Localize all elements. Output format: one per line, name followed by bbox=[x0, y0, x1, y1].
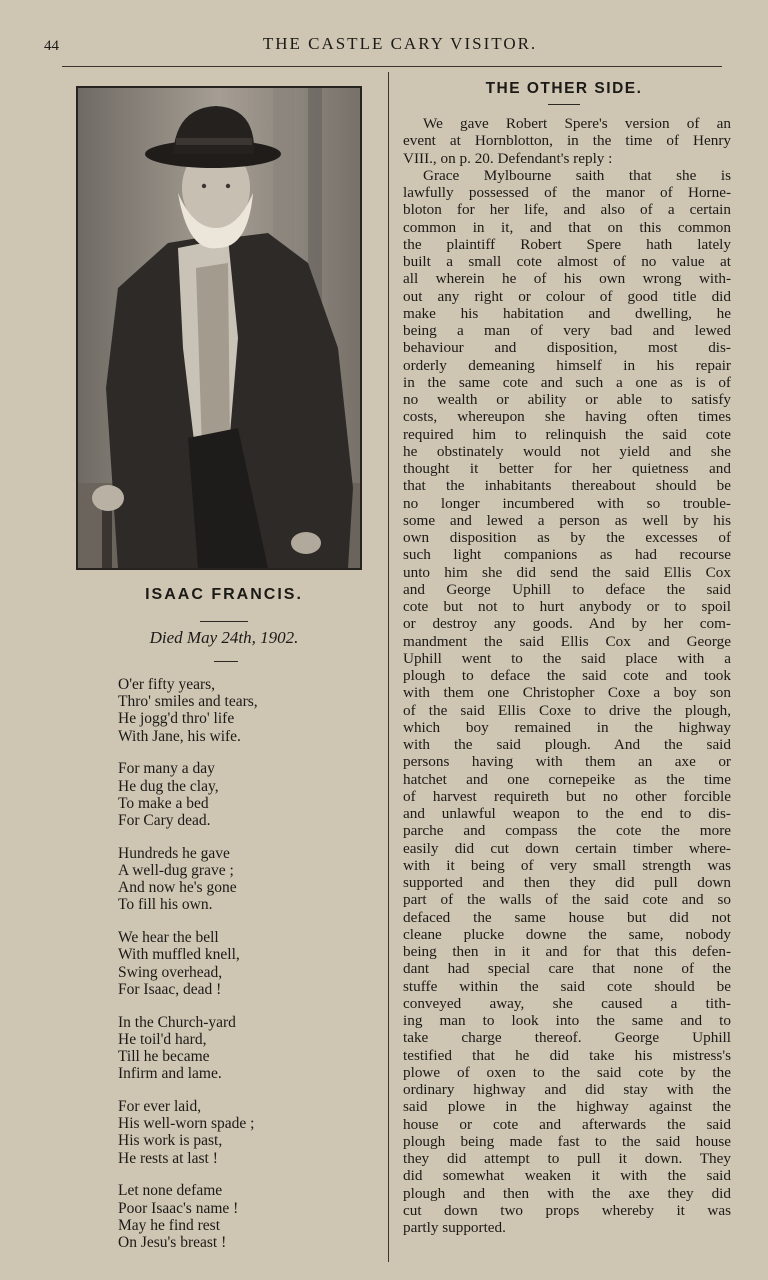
poem-line: For Cary dead. bbox=[118, 812, 211, 830]
poem-stanza bbox=[118, 760, 378, 829]
article-line: said plowe in the highway against the bbox=[403, 1098, 731, 1116]
article-line: plowe of oxen to the said cote by the bbox=[403, 1063, 731, 1081]
poem-line: He toil'd hard, bbox=[118, 1030, 207, 1048]
article-line: defaced the same house but did not bbox=[403, 908, 731, 926]
article-line: plough and then with the axe they did bbox=[403, 1184, 731, 1202]
poem-line: We hear the bell bbox=[118, 929, 219, 947]
poem-line: O'er fifty years, bbox=[118, 676, 216, 693]
article-line: of the said Ellis Coxe to drive the plough, bbox=[403, 701, 731, 719]
poem-line: May he find rest bbox=[118, 1216, 221, 1234]
article-line: did somewhat weaken it with the said bbox=[403, 1167, 731, 1185]
article-line: required him to relinquish the said cote bbox=[403, 425, 731, 443]
article-line: stuffe within the said cote should be bbox=[403, 977, 731, 995]
poem-stanza bbox=[118, 1182, 378, 1251]
poem-stanza bbox=[118, 929, 378, 998]
article-line: behaviour and disposition, most dis- bbox=[403, 339, 731, 357]
article-line: part of the walls of the said cote and so bbox=[403, 891, 731, 909]
poem-line: He dug the clay, bbox=[118, 777, 219, 795]
article-line: Grace Mylbourne saith that she is bbox=[423, 166, 731, 184]
poem-line: For Isaac, dead ! bbox=[118, 980, 222, 998]
poem-line: His work is past, bbox=[118, 1132, 223, 1150]
page-number: 44 bbox=[44, 38, 59, 54]
article-line: no wealth or ability or able to satisfy bbox=[403, 391, 731, 408]
article-line: parche and compass the cote the more bbox=[403, 822, 731, 840]
portrait-photograph bbox=[76, 86, 362, 570]
article-line: orderly demeaning himself in his repair bbox=[403, 356, 731, 374]
article-line: the plaintiff Robert Spere hath lately bbox=[403, 235, 731, 253]
title-rule bbox=[548, 104, 580, 105]
article-line: being a man of very bad and lewed bbox=[403, 322, 731, 339]
article-title: THE OTHER SIDE. bbox=[485, 80, 643, 97]
poem-line: Hundreds he gave bbox=[118, 844, 230, 862]
poem-line: With Jane, his wife. bbox=[118, 727, 241, 745]
article-line: out any right or colour of good title did bbox=[403, 287, 731, 305]
article-line: hatchet and one cornepeike as the time bbox=[403, 770, 731, 788]
article-line: costs, whereupon she having often times bbox=[403, 408, 731, 426]
column-divider bbox=[388, 72, 389, 1262]
article-line: that the inhabitants thereabout should be bbox=[403, 477, 731, 495]
article-line: thought it better for her quietness and bbox=[403, 460, 731, 477]
article-line: being then in it and for that this defen- bbox=[403, 943, 731, 960]
poem-line: To make a bed bbox=[118, 794, 209, 812]
article-line: plough to deface the said cote and took bbox=[403, 667, 731, 684]
article-line: event at Hornblotton, in the time of Henry bbox=[403, 132, 731, 150]
article-line: bloton for her life, and also of a certain bbox=[403, 201, 731, 219]
article-line: easily did cut down certain timber where- bbox=[403, 839, 731, 857]
article-line: some and lewed a person as well by his bbox=[403, 511, 731, 529]
article-line: unto him she did send the said Ellis Cox bbox=[403, 563, 731, 581]
poem-stanza bbox=[118, 845, 378, 914]
poem-stanza bbox=[118, 676, 378, 745]
article-line: with the said plough. And the said bbox=[403, 736, 731, 753]
poem-line: A well-dug grave ; bbox=[118, 862, 234, 880]
article-line: they did attempt to pull it down. They bbox=[403, 1150, 731, 1167]
death-date-line: Died May 24th, 1902. bbox=[149, 628, 299, 647]
poem-line: He jogg'd thro' life bbox=[118, 710, 235, 728]
article-line: ordinary highway and did stay with the bbox=[403, 1081, 731, 1098]
article-line: such light companions as had recourse bbox=[403, 546, 731, 564]
article-line: and George Uphill to deface the said bbox=[403, 580, 731, 598]
poem-line: His well-worn spade ; bbox=[118, 1115, 255, 1133]
article-line: dant had special care that none of the bbox=[403, 960, 731, 978]
poem-line: Till he became bbox=[118, 1048, 210, 1066]
article-line: with them one Christopher Coxe a boy son bbox=[403, 684, 731, 702]
article-line: no longer incumbered with so trouble- bbox=[403, 494, 731, 512]
article-line: take charge thereof. George Uphill bbox=[403, 1029, 731, 1047]
article-line: plough being made fast to the said house bbox=[403, 1132, 731, 1150]
article-line: he obstinately would not yield and she bbox=[403, 442, 731, 460]
portrait-caption-name: ISAAC FRANCIS. bbox=[145, 586, 303, 603]
article-line: partly supported. bbox=[403, 1219, 506, 1236]
article-line: ing man to look into the same and to bbox=[403, 1012, 731, 1029]
article-line: all wherein he of his own wrong with- bbox=[403, 270, 731, 288]
article-line: make his habitation and dwelling, he bbox=[403, 304, 731, 322]
article-line: We gave Robert Spere's version of an bbox=[423, 115, 731, 132]
poem-line: Thro' smiles and tears, bbox=[118, 693, 258, 711]
article-line: conveyed away, she caused a tith- bbox=[403, 994, 731, 1012]
article-line: supported and then they did pull down bbox=[403, 874, 731, 891]
article-line: built a small cote almost of no value at bbox=[403, 253, 731, 270]
poem-stanza bbox=[118, 1098, 378, 1167]
poem-line: Let none defame bbox=[118, 1182, 223, 1200]
article-line: Uphill went to the said place with a bbox=[403, 649, 731, 667]
poem-line: With muffled knell, bbox=[118, 946, 240, 964]
article-line: cleane plucke downe the same, nobody bbox=[403, 925, 731, 943]
memorial-poem bbox=[118, 676, 378, 1267]
article-line: cut down two props whereby it was bbox=[403, 1201, 731, 1219]
article-body bbox=[403, 115, 731, 1236]
article-line: VIII., on p. 20. Defendant's reply : bbox=[403, 149, 613, 167]
article-line: persons having with them an axe or bbox=[403, 753, 731, 771]
poem-line: To fill his own. bbox=[118, 896, 213, 914]
running-title: THE CASTLE CARY VISITOR. bbox=[262, 34, 538, 53]
poem-line: Infirm and lame. bbox=[118, 1065, 222, 1083]
article-line: and unlawful weapon to the end to dis- bbox=[403, 805, 731, 822]
poem-line: Poor Isaac's name ! bbox=[118, 1199, 239, 1217]
article-line: in the same cote and such a one as is of bbox=[403, 373, 731, 391]
poem-line: On Jesu's breast ! bbox=[118, 1234, 227, 1252]
poem-line: He rests at last ! bbox=[118, 1149, 218, 1167]
article-line: testified that he did take his mistress's bbox=[403, 1046, 731, 1064]
portrait-photograph-icon bbox=[78, 88, 360, 568]
article-line: mandment the said Ellis Cox and George bbox=[403, 632, 731, 650]
poem-line: For many a day bbox=[118, 760, 215, 778]
article-line: cote but not to hurt anybody or to spoil bbox=[403, 598, 731, 615]
date-rule bbox=[214, 661, 238, 662]
header-rule bbox=[62, 66, 722, 67]
article-line: common in it, and that on this common bbox=[403, 218, 731, 236]
poem-line: In the Church-yard bbox=[118, 1013, 236, 1031]
article-line: own disposition as by the excesses of bbox=[403, 529, 731, 546]
article-line: of harvest requireth but no other forcible bbox=[403, 787, 731, 805]
article-line: which boy remained in the highway bbox=[403, 718, 731, 736]
article-line: or destroy any goods. And by her com- bbox=[403, 615, 731, 633]
poem-stanza bbox=[118, 1014, 378, 1083]
article-line: with it being of very small strength was bbox=[403, 856, 731, 874]
article-line: house or cote and afterwards the said bbox=[403, 1115, 731, 1133]
article-line: lawfully possessed of the manor of Horne- bbox=[403, 184, 731, 201]
poem-line: And now he's gone bbox=[118, 879, 237, 897]
poem-line: Swing overhead, bbox=[118, 963, 223, 981]
poem-line: For ever laid, bbox=[118, 1098, 202, 1116]
caption-rule bbox=[200, 621, 248, 622]
